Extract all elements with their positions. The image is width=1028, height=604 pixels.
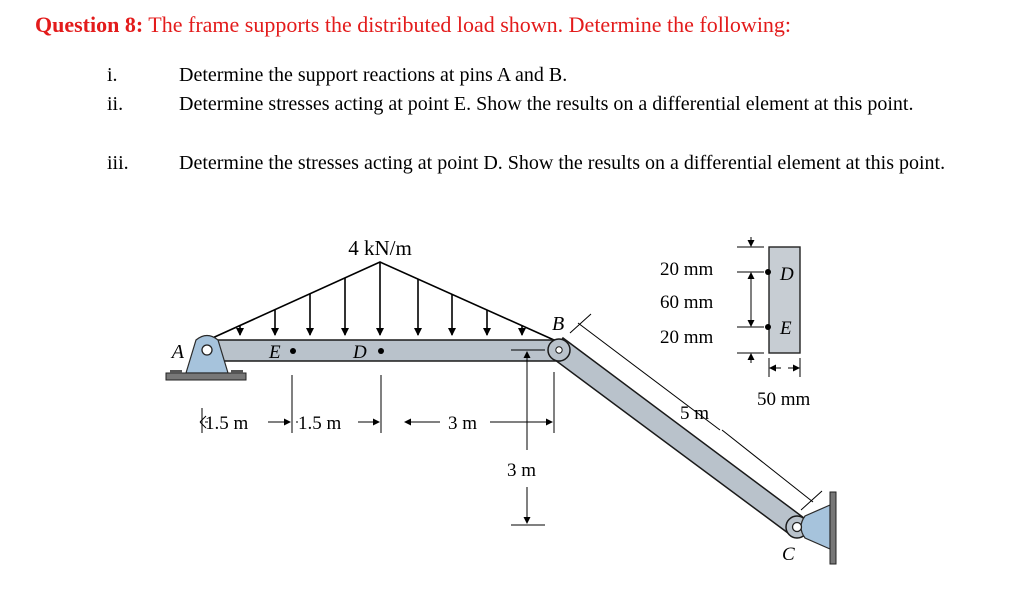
horizontal-dimensions — [202, 372, 554, 433]
label-d-section: D — [780, 264, 794, 285]
item-text: Determine stresses acting at point E. Show the results on a differential element at this point. — [179, 93, 914, 115]
section-dim-middle: 60 mm — [660, 292, 714, 313]
item-text: Determine the stresses acting at point D. Show the results on a differential element at this point. — [179, 152, 946, 174]
load-label: 4 kN/m — [348, 236, 412, 260]
label-e-section: E — [780, 318, 792, 339]
dim-3: 3 m — [448, 413, 478, 434]
question-prompt: The frame supports the distributed load shown. Determine the following: — [148, 12, 792, 37]
item-marker: i. — [107, 64, 118, 86]
dim-1: 1.5 m — [205, 413, 249, 434]
point-e — [290, 348, 296, 354]
label-a: A — [171, 341, 184, 363]
dim-2: 1.5 m — [298, 413, 342, 434]
section-dim-width: 50 mm — [757, 389, 811, 410]
section-dim-bottom: 20 mm — [660, 327, 714, 348]
item-marker: iii. — [107, 152, 129, 174]
label-d-beam: D — [353, 342, 367, 363]
label-b: B — [552, 313, 565, 335]
pin-support-c — [793, 492, 837, 564]
point-d — [378, 348, 384, 354]
item-marker: ii. — [107, 93, 124, 115]
label-e-beam: E — [269, 342, 281, 363]
question-number: Question 8: — [35, 12, 144, 37]
dim-member: 5 m — [680, 403, 710, 424]
distributed-load — [208, 262, 554, 340]
item-text: Determine the support reactions at pins A and B. — [179, 64, 568, 86]
label-c: C — [782, 544, 795, 565]
dim-vertical: 3 m — [507, 460, 537, 481]
vertical-dimension — [511, 350, 545, 525]
section-dim-top: 20 mm — [660, 259, 714, 280]
